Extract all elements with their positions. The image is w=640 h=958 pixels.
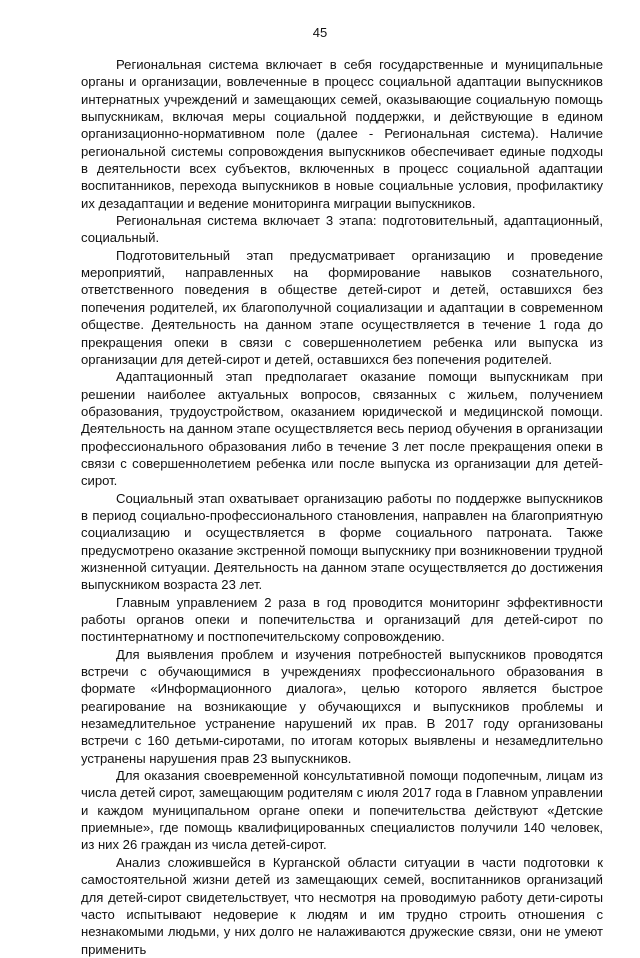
paragraph-adaptation-stage: Адаптационный этап предполагает оказание помощи выпускникам при решении наиболее актуальных вопросов, связанных с жильем, получением образования, трудоустройством, оказанием юридической и медицинской помощи. Деятельность на данном этапе осуществляется весь период обучения в организации профессионального образования либо в течение 3 лет после прекращения опеки в связи с совершеннолетием ребенка или после выпуска из организации для детей-сирот.	[81, 369, 603, 489]
paragraph-monitoring: Главным управлением 2 раза в год проводится мониторинг эффективности работы органов опеки и попечительства и организаций для детей-сирот по постинтернатному и постпопечительскому сопровождению.	[81, 594, 603, 645]
paragraph-preparatory-stage: Подготовительный этап предусматривает организацию и проведение мероприятий, направленных на формирование навыков сознательного, ответственного поведения в обществе детей-сирот и детей, оставшихся без попечения родителей, их благополучной социализации и адаптации в современном обществе. Деятельность на данном этапе осуществляется в течение 1 года до прекращения опеки в связи с совершеннолетием ребенка или выпуска из организации для детей-сирот и детей, оставшихся без попечения родителей.	[81, 247, 603, 367]
paragraph-system-stages: Региональная система включает 3 этапа: подготовительный, адаптационный, социальный.	[81, 213, 603, 246]
paragraph-consultation: Для оказания своевременной консультативной помощи подопечным, лицам из числа детей сирот, замещающим родителям с июля 2017 года в Главном управлении и каждом муниципальном органе опеки и попечительства действуют «Детские приемные», где помощь квалифицированных специалистов получили 140 человек, из них 26 граждан из числа детей-сирот.	[81, 768, 603, 853]
paragraph-regional-system: Региональная система включает в себя государственные и муниципальные органы и организации, вовлеченные в процесс социальной адаптации выпускников интернатных учреждений и замещающих семей, оказывающие социальную помощь выпускникам, включая меры социальной поддержки, и действующие в едином организационно-нормативном поле (далее - Региональная система). Наличие региональной системы сопровождения выпускников обеспечивает единые подходы в деятельности всех субъектов, включенных в процесс социальной адаптации воспитанников, перехода выпускников в новые социальные условия, профилактику их дезадаптации и ведение мониторинга миграции выпускников.	[81, 57, 603, 211]
page-number: 45	[312, 25, 328, 40]
document-body	[81, 56, 603, 958]
paragraph-social-stage: Социальный этап охватывает организацию работы по поддержке выпускников в период социально-профессионального становления, направлен на благоприятную социализацию и осуществляется в форме социального патроната. Также предусмотрено оказание экстренной помощи выпускнику при возникновении трудной жизненной ситуации. Деятельность на данном этапе осуществляется до достижения выпускником возраста 23 лет.	[81, 490, 603, 593]
paragraph-information-dialogue: Для выявления проблем и изучения потребностей выпускников проводятся встречи с обучающимися в учреждениях профессионального образования в формате «Информационного диалога», целью которого является быстрое реагирование на возникающие у обучающихся и выпускников проблемы и незамедлительное устранение нарушений их прав. В 2017 году организованы встречи с 160 детьми-сиротами, по итогам которых выявлены и незамедлительно устранены нарушения прав 23 выпускников.	[81, 646, 603, 766]
paragraph-analysis: Анализ сложившейся в Курганской области ситуации в части подготовки к самостоятельной жизни детей из замещающих семей, воспитанников организаций для детей-сирот свидетельствует, что несмотря на проводимую работу дети-сироты часто испытывают недоверие к людям и им трудно строить отношения с незнакомыми людьми, у них долго не налаживаются дружеские связи, они не умеют применить	[81, 854, 603, 957]
